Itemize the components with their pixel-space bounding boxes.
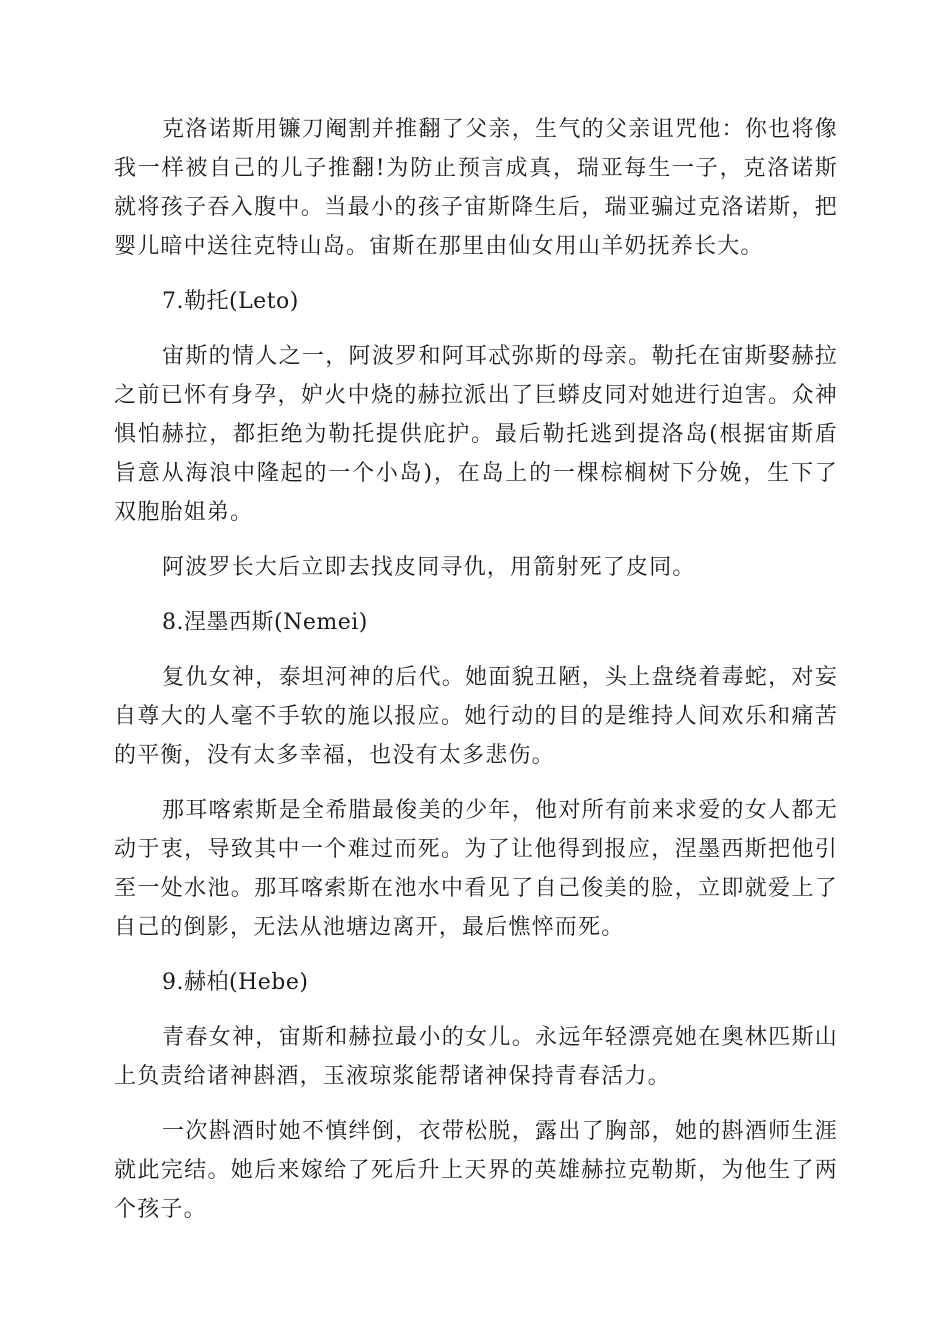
paragraph-hebe: 青春女神，宙斯和赫拉最小的女儿。永远年轻漂亮她在奥林匹斯山上负责给诸神斟酒，玉液琼浆能帮诸神保持青春活力。 <box>114 1025 838 1089</box>
heading-nemesis: 8.涅墨西斯(Nemei) <box>162 610 368 635</box>
paragraph-narcissus: 那耳喀索斯是全希腊最俊美的少年，他对所有前来求爱的女人都无动于衷，导致其中一个难过而死。为了让他得到报应，涅墨西斯把他引至一处水池。那耳喀索斯在池水中看见了自己俊美的脸，立即就爱上了自己的倒影，无法从池塘边离开，最后憔悴而死。 <box>114 798 838 940</box>
heading-hebe: 9.赫柏(Hebe) <box>162 970 309 995</box>
paragraph-apollo: 阿波罗长大后立即去找皮同寻仇，用箭射死了皮同。 <box>162 555 696 580</box>
paragraph-hebe-marriage: 一次斟酒时她不慎绊倒，衣带松脱，露出了胸部，她的斟酒师生涯就此完结。她后来嫁给了死后升上天界的英雄赫拉克勒斯，为他生了两个孩子。 <box>114 1119 838 1222</box>
paragraph-nemesis: 复仇女神，泰坦河神的后代。她面貌丑陋，头上盘绕着毒蛇，对妄自尊大的人毫不手软的施以报应。她行动的目的是维持人间欢乐和痛苦的平衡，没有太多幸福，也没有太多悲伤。 <box>114 665 838 768</box>
document-body <box>114 110 838 1245</box>
heading-leto: 7.勒托(Leto) <box>162 289 299 314</box>
paragraph-cronus: 克洛诺斯用镰刀阉割并推翻了父亲，生气的父亲诅咒他：你也将像我一样被自己的儿子推翻!为防止预言成真，瑞亚每生一子，克洛诺斯就将孩子吞入腹中。当最小的孩子宙斯降生后，瑞亚骗过克洛诺斯，把婴儿暗中送往克特山岛。宙斯在那里由仙女用山羊奶抚养长大。 <box>114 117 838 259</box>
paragraph-leto: 宙斯的情人之一，阿波罗和阿耳忒弥斯的母亲。勒托在宙斯娶赫拉之前已怀有身孕，妒火中烧的赫拉派出了巨蟒皮同对她进行迫害。众神惧怕赫拉，都拒绝为勒托提供庇护。最后勒托逃到提洛岛(根据宙斯盾旨意从海浪中隆起的一个小岛)，在岛上的一棵棕榈树下分娩，生下了双胞胎姐弟。 <box>114 344 838 525</box>
